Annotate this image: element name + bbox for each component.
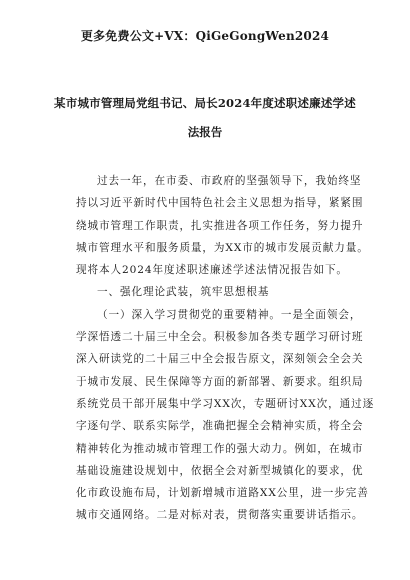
- paragraph-section-1-line: 化市政设施布局，计划新增城市道路XX公里，进一步完善: [76, 487, 369, 500]
- paragraph-section-1-line: 城市交通网络。二是对标对表，贯彻落实重要讲话指示。: [76, 509, 364, 522]
- paragraph-intro-line: 城市管理水平和服务质量，为XX市的城市发展贡献力量。: [76, 241, 369, 254]
- paragraph-section-1-line: 基础设施建设规划中，依据全会对新型城镇化的要求，优: [76, 464, 364, 477]
- paragraph-section-1-line: 字逐句学、联系实际学，准确把握全会精神实质，将全会: [76, 420, 364, 433]
- report-title-line-1: 某市城市管理局党组书记、局长2024年度述职述廉述学述: [54, 96, 356, 110]
- paragraph-section-1-line: 于城市发展、民生保障等方面的新部署、新要求。组织局: [76, 375, 364, 388]
- report-body: [76, 170, 375, 527]
- paragraph-intro-line: 过去一年，在市委、市政府的坚强领导下，我始终坚: [97, 175, 362, 187]
- paragraph-section-1-line: 精神转化为推动城市管理工作的强大动力。例如，在城市: [76, 442, 364, 455]
- paragraph-section-1-line: 深入研读党的二十届三中全会报告原文，深刻领会全会关: [76, 353, 364, 366]
- paragraph-section-1-line: 系统党员干部开展集中学习XX次，专题研讨XX次，通过逐: [76, 397, 375, 410]
- paragraph-section-1-line: 学深悟透二十届三中全会。积极参加各类专题学习研讨班: [76, 331, 364, 344]
- section-heading: 一、强化理论武装，筑牢思想根基: [97, 286, 270, 299]
- paragraph-intro-line: 绕城市管理工作职责，扎实推进各项工作任务，努力提升: [76, 219, 364, 232]
- paragraph-intro-line: 现将本人2024年度述职述廉述学述法情况报告如下。: [76, 264, 348, 277]
- paragraph-intro-line: 持以习近平新时代中国特色社会主义思想为指导，紧紧围: [76, 197, 364, 210]
- paragraph-section-1-line: （一）深入学习贯彻党的重要精神。一是全面领会，: [97, 308, 362, 321]
- report-title-line-2: 法报告: [187, 125, 223, 139]
- page-header: 更多免费公文+VX：QiGeGongWen2024: [80, 29, 330, 43]
